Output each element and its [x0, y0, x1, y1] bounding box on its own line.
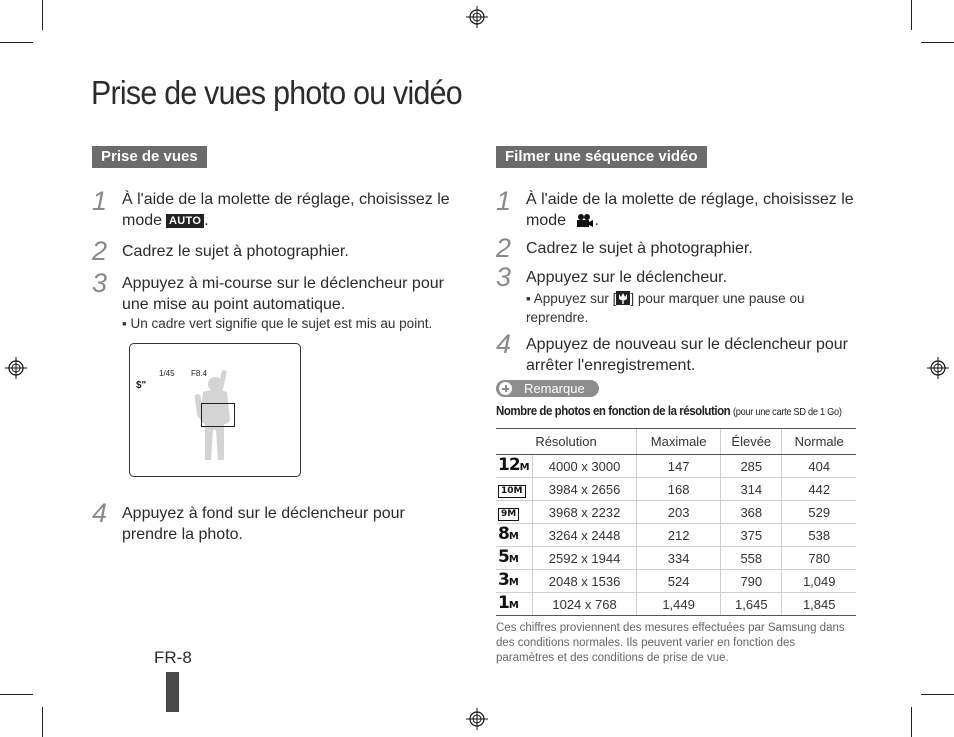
step-number: 4 — [92, 498, 108, 528]
table-cell: 780 — [782, 547, 856, 570]
table-cell: 375 — [721, 524, 782, 547]
table-row — [496, 501, 856, 524]
table-cell: 2048 x 1536 — [533, 570, 637, 593]
step-bullet: ▪ Un cadre vert signifie que le sujet est mis au point. — [122, 316, 433, 331]
bullet-text: Appuyez sur [ — [533, 291, 617, 306]
crop-mark — [42, 0, 43, 30]
table-row — [496, 570, 856, 593]
page-number: FR-8 — [154, 648, 192, 667]
resolution-8m-icon: 8M — [498, 523, 519, 544]
video-camera-icon — [574, 213, 594, 228]
table-cell: 3968 x 2232 — [533, 501, 637, 524]
table-cell: 524 — [637, 570, 721, 593]
table-cell: 1,845 — [782, 593, 856, 616]
table-cell: 285 — [721, 455, 782, 478]
table-cell: 558 — [721, 547, 782, 570]
registration-mark-icon — [466, 708, 488, 730]
viewfinder-illustration — [129, 343, 301, 477]
table-cell: 147 — [637, 455, 721, 478]
table-cell: 538 — [782, 524, 856, 547]
note-badge — [496, 380, 599, 397]
section-heading-photo: Prise de vues — [92, 146, 207, 168]
table-cell: 3984 x 2656 — [533, 478, 637, 501]
resolution-9m-icon: 9M — [498, 508, 519, 521]
crop-mark — [921, 694, 954, 695]
table-cell: 3264 x 2448 — [533, 524, 637, 547]
step-number: 3 — [92, 268, 108, 298]
resolution-icon — [496, 593, 533, 616]
note-label: Remarque — [524, 381, 585, 396]
focus-frame — [201, 403, 235, 427]
table-cell: 203 — [637, 501, 721, 524]
plus-icon — [499, 382, 512, 395]
step-text: Cadrez le sujet à photographier. — [526, 240, 753, 257]
step-number: 3 — [496, 262, 512, 292]
table-row — [496, 524, 856, 547]
crop-mark — [0, 42, 33, 43]
step-suffix: . — [204, 212, 209, 229]
aperture-value: F8.4 — [191, 369, 208, 378]
table-cell: 1,449 — [637, 593, 721, 616]
table-header: Maximale — [637, 429, 721, 455]
table-header: Normale — [782, 429, 856, 455]
resolution-icon — [496, 547, 533, 570]
registration-mark-icon — [927, 357, 949, 379]
resolution-icon — [496, 570, 533, 593]
step-number: 4 — [496, 329, 512, 359]
table-cell: 168 — [637, 478, 721, 501]
resolution-icon — [496, 524, 533, 547]
shutter-speed: 1/45 — [159, 369, 175, 378]
table-caption — [496, 404, 842, 418]
table-cell: 529 — [782, 501, 856, 524]
table-cell: 442 — [782, 478, 856, 501]
table-footnote: Ces chiffres proviennent des mesures effectuées par Samsung dans des conditions normales. Ils peuvent varier en fonction des paramètres et des conditions de prise de vue. — [496, 622, 845, 664]
step-text-body: À l'aide de la molette de réglage, choisissez le mode — [122, 191, 450, 229]
table-cell: 212 — [637, 524, 721, 547]
step-text — [526, 189, 856, 231]
step-number: 1 — [496, 186, 512, 216]
table-cell: 334 — [637, 547, 721, 570]
table-cell: 368 — [721, 501, 782, 524]
crop-mark — [911, 0, 912, 30]
registration-mark-icon — [5, 357, 27, 379]
step-text: Appuyez de nouveau sur le déclencheur pour arrêter l'enregistrement. — [526, 336, 848, 374]
flash-indicator: $" — [136, 380, 147, 391]
resolution-icon — [496, 501, 533, 524]
table-row — [496, 455, 856, 478]
step-number: 1 — [92, 186, 108, 216]
registration-mark-icon — [466, 6, 488, 28]
step-text: Appuyez à fond sur le déclencheur pour prendre la photo. — [122, 505, 405, 543]
step-bullet: ▪ Appuyez sur [ ] pour marquer une pause ou reprendre. — [526, 291, 805, 325]
table-cell: 4000 x 3000 — [533, 455, 637, 478]
table-cell: 1024 x 768 — [533, 593, 637, 616]
resolution-1m-icon: 1M — [498, 592, 519, 613]
table-row — [496, 547, 856, 570]
macro-tulip-icon — [616, 291, 630, 305]
resolution-3m-icon: 3M — [498, 569, 519, 590]
table-caption-main: Nombre de photos en fonction de la résolution — [496, 404, 731, 418]
step-text — [122, 189, 452, 231]
table-caption-small: (pour une carte SD de 1 Go) — [732, 407, 842, 418]
bullet-text: ] pour marquer une pause ou reprendre. — [526, 291, 805, 325]
resolution-12m-icon: 12M — [498, 454, 530, 475]
resolution-icon — [496, 478, 533, 501]
table-cell: 1,645 — [721, 593, 782, 616]
crop-mark — [42, 707, 43, 737]
crop-mark — [921, 42, 954, 43]
step-suffix: . — [594, 212, 599, 229]
step-number: 2 — [92, 236, 108, 266]
table-cell: 404 — [782, 455, 856, 478]
resolution-table — [496, 428, 856, 616]
auto-mode-icon: AUTO — [166, 214, 204, 228]
step-text: Appuyez à mi-course sur le déclencheur pour une mise au point automatique. — [122, 275, 444, 313]
table-cell: 314 — [721, 478, 782, 501]
resolution-icon — [496, 455, 533, 478]
table-row — [496, 593, 856, 616]
step-text: Cadrez le sujet à photographier. — [122, 243, 349, 260]
page-tab-marker — [166, 672, 179, 712]
resolution-5m-icon: 5M — [498, 546, 519, 567]
bullet-text: Un cadre vert signifie que le sujet est mis au point. — [130, 316, 433, 331]
step-text: Appuyez sur le déclencheur. — [526, 269, 728, 286]
table-cell: 1,049 — [782, 570, 856, 593]
table-cell: 790 — [721, 570, 782, 593]
table-header: Élevée — [721, 429, 782, 455]
table-row — [496, 478, 856, 501]
step-text-body: À l'aide de la molette de réglage, choisissez le mode — [526, 191, 854, 229]
crop-mark — [911, 707, 912, 737]
page-title: Prise de vues photo ou vidéo — [91, 74, 462, 111]
crop-mark — [0, 694, 33, 695]
section-heading-video: Filmer une séquence vidéo — [496, 146, 707, 168]
step-number: 2 — [496, 233, 512, 263]
resolution-10m-icon: 10M — [498, 485, 526, 498]
table-cell: 2592 x 1944 — [533, 547, 637, 570]
table-header: Résolution — [496, 429, 637, 455]
